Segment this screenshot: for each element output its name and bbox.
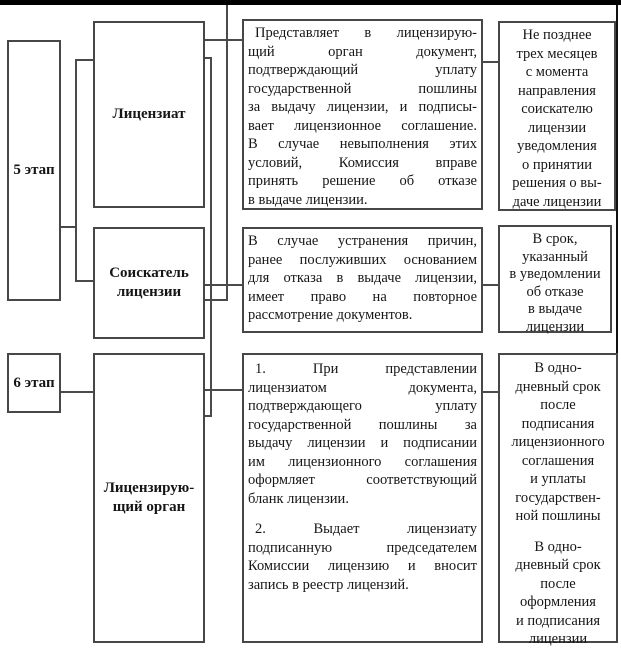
term-licensee-text: Не позднее трех месяцев с момента направления соискателю лицензии уведомления о принятии решения о вы- даче лицензии bbox=[512, 27, 602, 210]
term-applicant-box bbox=[498, 225, 612, 333]
connector-action3-to-term3 bbox=[482, 391, 498, 393]
connector-licensee-authority-vertical bbox=[210, 57, 212, 417]
connector-stage6-to-authority bbox=[60, 391, 93, 393]
connector-bracket-to-applicant bbox=[76, 280, 93, 282]
frame-bottom-border bbox=[0, 0, 621, 5]
connector-stage5-bracket-vertical bbox=[75, 59, 77, 282]
connector-from-top-vertical bbox=[226, 5, 228, 301]
action-applicant-text: В случае устранения причин, ранее послуживших основанием для отказа в выдаче лицензии, имеет право на повторное рассмотрение документов. bbox=[248, 233, 477, 323]
connector-from-top-to-applicant bbox=[204, 299, 228, 301]
term-licensee-box bbox=[498, 21, 616, 211]
term-authority-box bbox=[498, 353, 618, 647]
stage-5-label: 5 этап bbox=[13, 162, 55, 178]
term-authority-text: В одно- дневный срок после подписания лицензионного соглашения и уплаты государствен- ной пошлины В одно- дневный срок после оформления и подписания лицензии bbox=[511, 360, 605, 647]
action-authority-box bbox=[242, 353, 483, 643]
action-authority-text: 1. При представлении лицензиатом документа, подтверждающего уплату государственной пошлины за выдачу лицензии и подписании им лицензионного соглашения оформляет соответствующий бланк лицензии. 2. Выдает лицензиату подписанную председателем Комиссии лицензию и вносит запись в реестр лицензий. bbox=[248, 361, 477, 593]
connector-licensee-authority-bottom bbox=[204, 415, 212, 417]
stage-6-box bbox=[7, 353, 61, 413]
actor-licensee-box bbox=[93, 21, 205, 208]
action-licensee-text: Представляет в лицензирую- щий орган документ, подтверждающий уплату государственной пошлины за выдачу лицензии, и подписы- вает лицензионное соглашение. В случае невыполнения этих условий, Комиссия вправе принять решение об отказе в выдаче лицензии. bbox=[248, 25, 477, 208]
actor-licensee-label: Лицензиат bbox=[112, 106, 186, 122]
connector-applicant-to-action bbox=[204, 284, 242, 286]
connector-action2-to-term2 bbox=[482, 284, 498, 286]
action-licensee-box bbox=[242, 19, 483, 210]
actor-applicant-label: Соискатель лицензии bbox=[109, 265, 189, 300]
actor-authority-label: Лицензирую- щий орган bbox=[103, 480, 195, 515]
connector-stage5-to-bracket bbox=[60, 226, 76, 228]
actor-applicant-box bbox=[93, 227, 205, 339]
connector-authority-to-action bbox=[204, 389, 242, 391]
term-applicant-text: В срок, указанный в уведомлении об отказе в выдаче лицензии bbox=[509, 231, 601, 335]
connector-licensee-to-action bbox=[204, 39, 242, 41]
actor-authority-box bbox=[93, 353, 205, 643]
action-applicant-box bbox=[242, 227, 483, 333]
stage-6-label: 6 этап bbox=[13, 374, 55, 391]
connector-bracket-to-licensee bbox=[76, 59, 93, 61]
connector-action1-to-term1 bbox=[482, 61, 498, 63]
stage-5-box bbox=[7, 40, 61, 301]
